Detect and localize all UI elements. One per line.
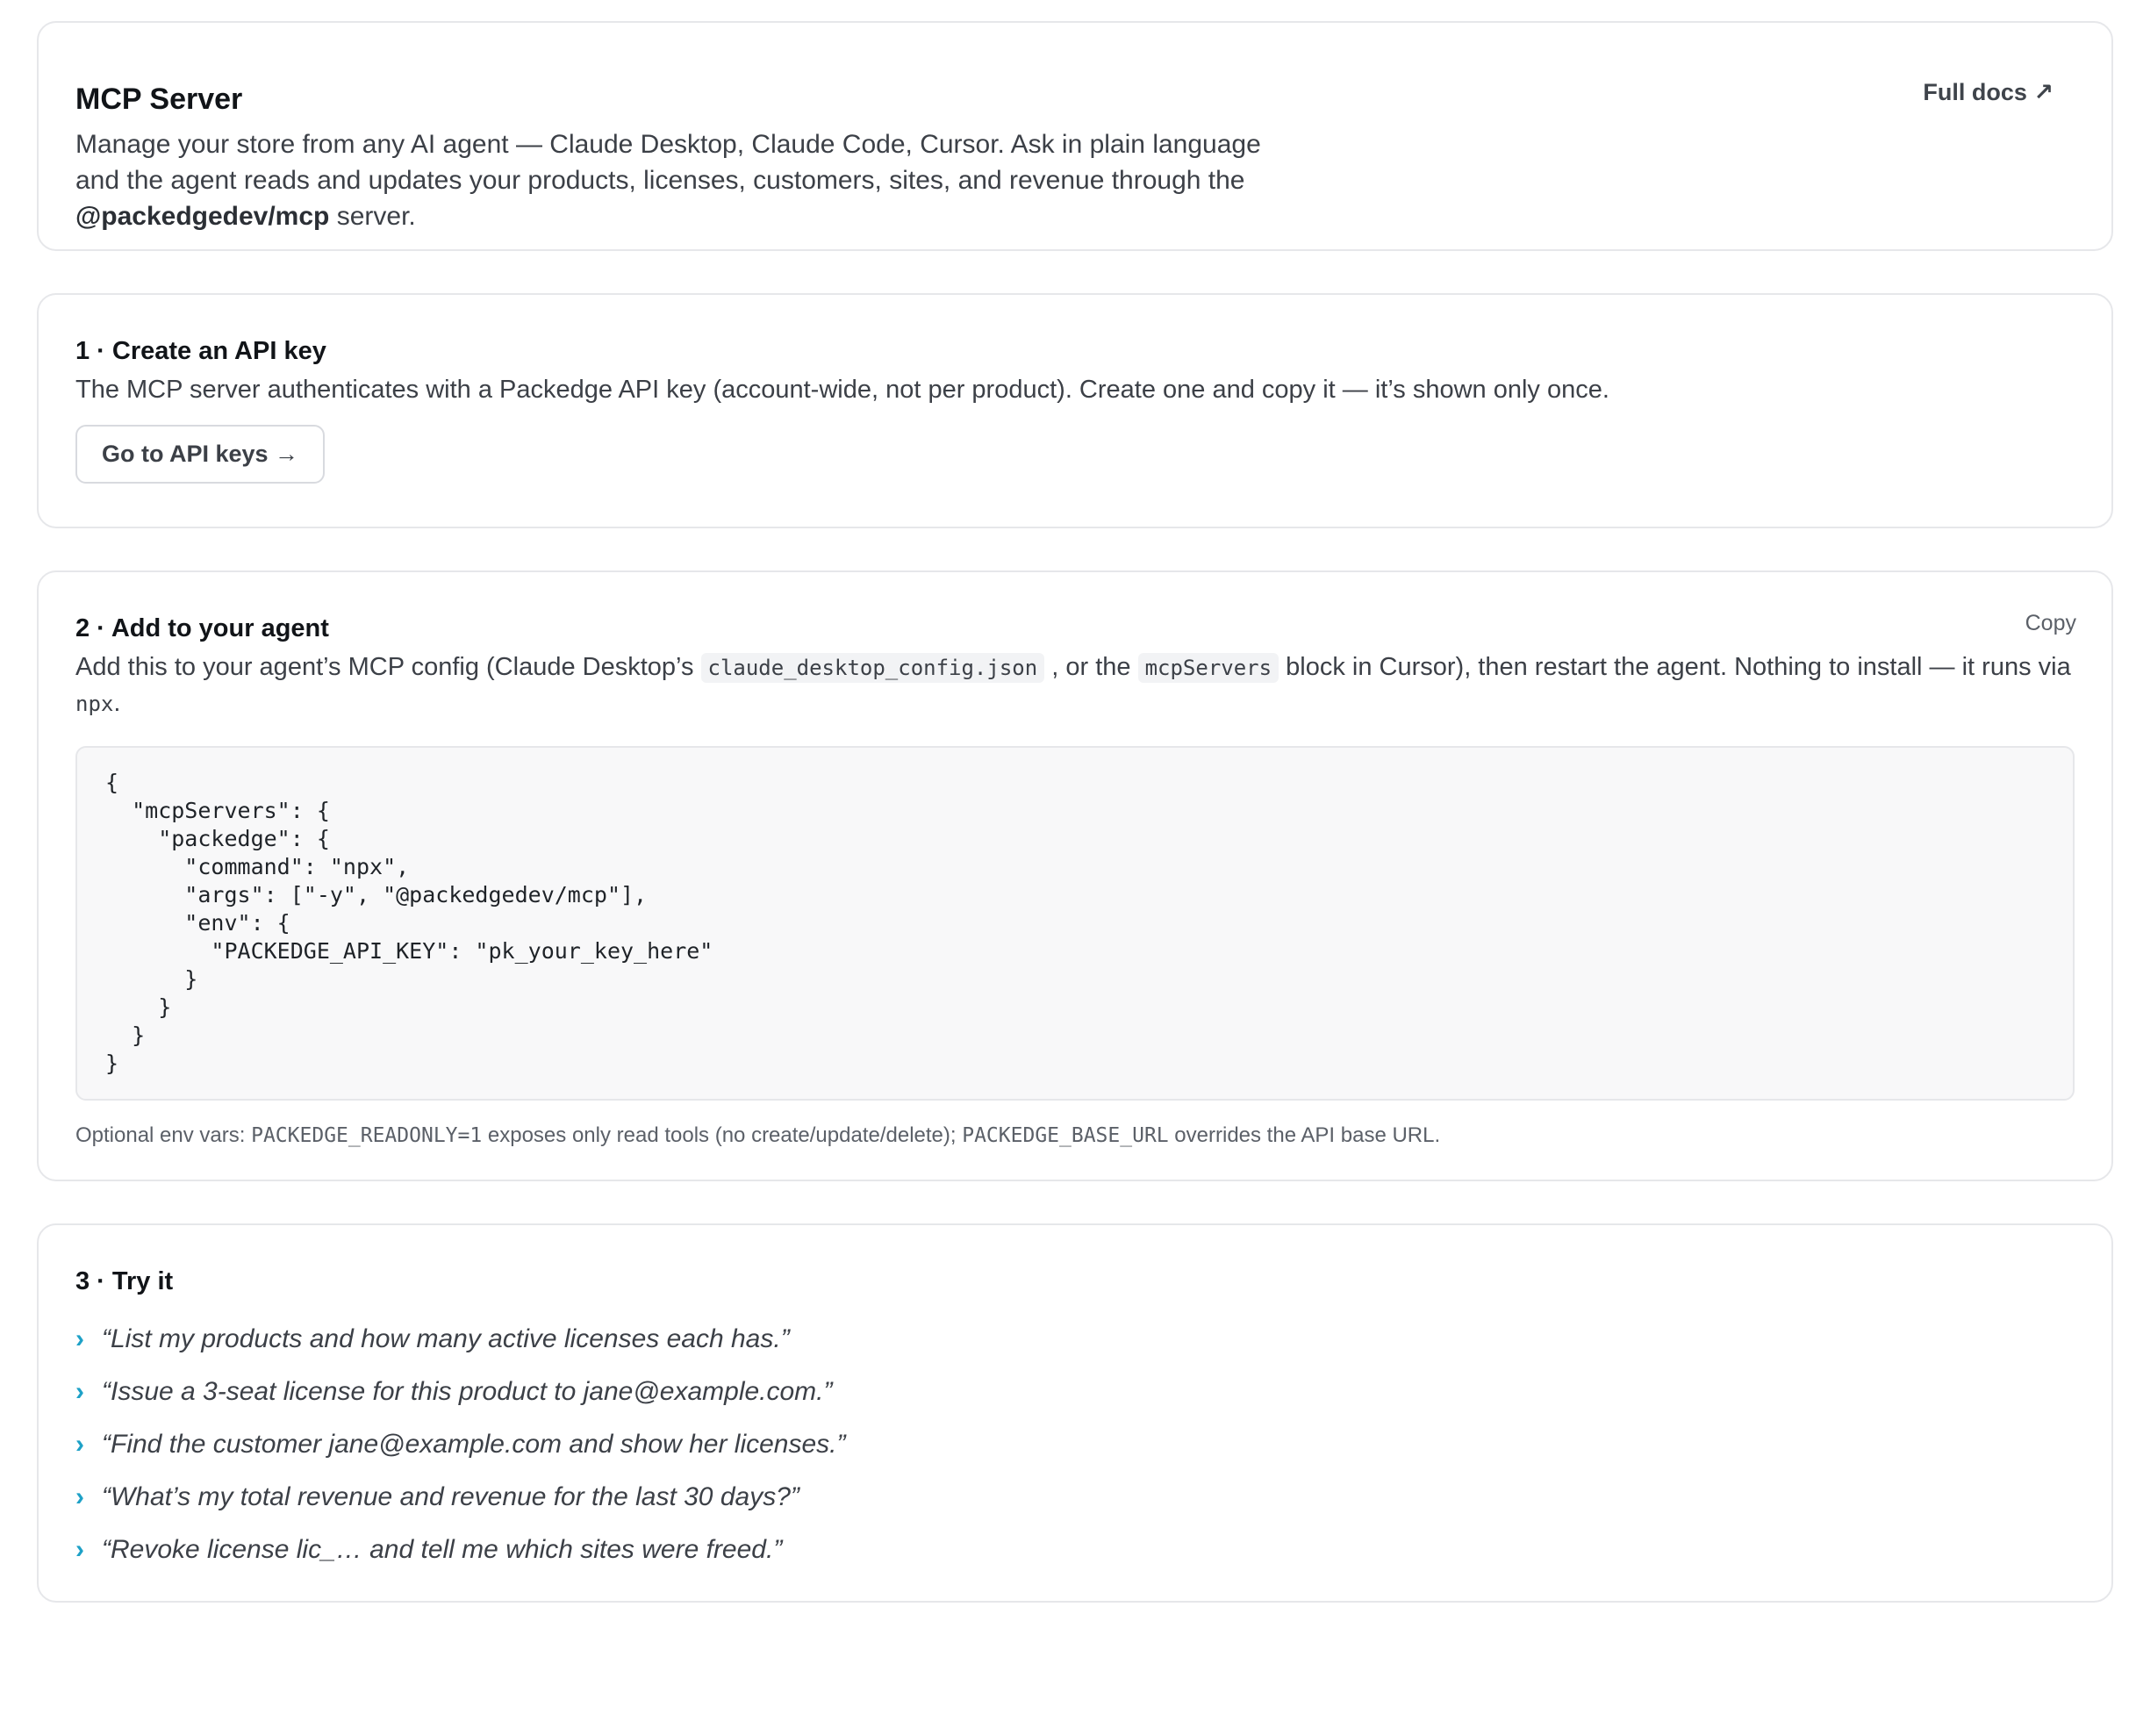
example-prompt-text: “Revoke license lic_… and tell me which sites were freed.”	[102, 1535, 783, 1564]
mcp-server-card	[37, 21, 2113, 251]
mcpservers-code: mcpServers	[1138, 653, 1279, 683]
step-create-api-key	[37, 293, 2113, 528]
chevron-right-icon: ›	[75, 1430, 84, 1459]
chevron-right-icon: ›	[75, 1535, 84, 1564]
example-prompt-text: “Issue a 3-seat license for this product to jane@example.com.”	[102, 1377, 833, 1406]
env-readonly-code: PACKEDGE_READONLY=1	[251, 1124, 483, 1147]
description-text-before: Manage your store from any AI agent — Claude Desktop, Claude Code, Cursor. Ask in plain language and the agent reads and updates your products, licenses, customers, sites, and revenue through the	[75, 130, 1261, 195]
chevron-right-icon: ›	[75, 1482, 84, 1511]
note-text: Optional env vars:	[75, 1123, 252, 1147]
note-text: exposes only read tools (no create/update/delete);	[482, 1123, 963, 1147]
step1-description: The MCP server authenticates with a Packedge API key (account-wide, not per product). Create one and copy it — it’s shown only once.	[75, 376, 1609, 404]
config-filename-code: claude_desktop_config.json	[701, 653, 1045, 683]
copy-button[interactable]: Copy	[2025, 611, 2076, 635]
page-description	[75, 126, 1287, 234]
npx-code: npx	[75, 692, 114, 716]
step2-title: 2 · Add to your agent	[75, 614, 329, 642]
step2-desc-part: block in Cursor), then restart the agent. Nothing to install — it runs via	[1279, 653, 2071, 681]
example-prompt	[75, 1313, 2075, 1366]
example-prompt	[75, 1366, 2075, 1418]
package-name: @packedgedev/mcp	[75, 202, 330, 231]
note-text: overrides the API base URL.	[1168, 1123, 1441, 1147]
full-docs-link[interactable]: Full docs ↗	[1923, 79, 2054, 105]
step-add-to-agent	[37, 570, 2113, 1181]
step2-desc-part: .	[113, 689, 121, 717]
example-prompt	[75, 1418, 2075, 1471]
chevron-right-icon: ›	[75, 1324, 84, 1353]
example-prompt	[75, 1524, 2075, 1576]
step2-description	[75, 649, 2075, 721]
go-to-api-keys-button[interactable]: Go to API keys →	[75, 425, 325, 484]
step2-desc-part: , or the	[1044, 653, 1138, 681]
env-base-url-code: PACKEDGE_BASE_URL	[962, 1124, 1169, 1147]
example-prompt	[75, 1471, 2075, 1524]
env-vars-note	[75, 1123, 2075, 1148]
example-prompt-text: “What’s my total revenue and revenue for the last 30 days?”	[102, 1482, 799, 1511]
example-prompt-text: “Find the customer jane@example.com and show her licenses.”	[102, 1430, 846, 1459]
example-prompt-text: “List my products and how many active licenses each has.”	[102, 1324, 790, 1353]
description-text-after: server.	[329, 202, 416, 231]
page-title: MCP Server	[75, 82, 243, 116]
chevron-right-icon: ›	[75, 1377, 84, 1406]
config-code-block[interactable]: { "mcpServers": { "packedge": { "command": "npx", "args": ["-y", "@packedgedev/mcp"], "env": { "PACKEDGE_API_KEY": "pk_your_key_here" } } } }	[75, 746, 2075, 1101]
step1-title: 1 · Create an API key	[75, 337, 326, 365]
step2-desc-part: Add this to your agent’s MCP config (Claude Desktop’s	[75, 653, 701, 681]
step-try-it	[37, 1223, 2113, 1603]
example-prompts-list	[75, 1313, 2075, 1576]
step3-title: 3 · Try it	[75, 1267, 174, 1295]
